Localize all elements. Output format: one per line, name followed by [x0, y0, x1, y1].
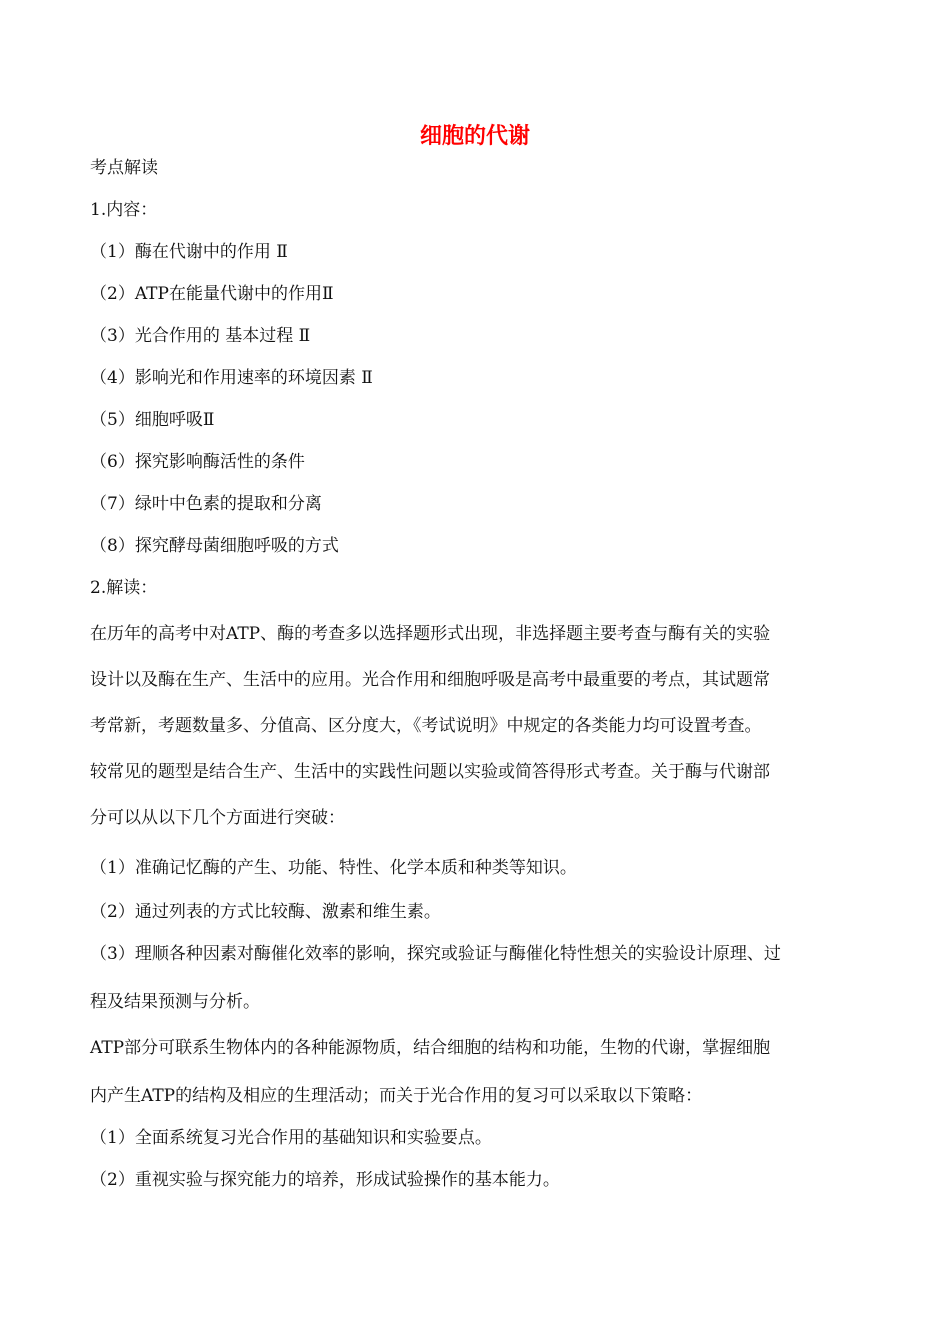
section-heading: 考点解读	[90, 158, 158, 178]
paragraph-line: 分可以从以下几个方面进行突破：	[90, 808, 345, 828]
content-item: （2）ATP在能量代谢中的作用Ⅱ	[90, 284, 334, 304]
paragraph-line: 考常新，考题数量多、分值高、区分度大，《考试说明》中规定的各类能力均可设置考查。	[90, 716, 762, 736]
enzyme-point: 程及结果预测与分析。	[90, 992, 260, 1012]
photosynthesis-point: （2）重视实验与探究能力的培养，形成试验操作的基本能力。	[90, 1170, 560, 1190]
interpretation-heading: 2.解读：	[90, 578, 158, 598]
paragraph-line: 在历年的高考中对ATP、酶的考查多以选择题形式出现，非选择题主要考查与酶有关的实验	[90, 624, 771, 644]
enzyme-point: （1）准确记忆酶的产生、功能、特性、化学本质和种类等知识。	[90, 858, 577, 878]
content-item: （4）影响光和作用速率的环境因素 Ⅱ	[90, 368, 373, 388]
content-item: （8）探究酵母菌细胞呼吸的方式	[90, 536, 339, 556]
content-heading: 1.内容：	[90, 200, 158, 220]
content-item: （5）细胞呼吸Ⅱ	[90, 410, 215, 430]
paragraph-line: 内产生ATP的结构及相应的生理活动；而关于光合作用的复习可以采取以下策略：	[90, 1086, 703, 1106]
content-item: （6）探究影响酶活性的条件	[90, 452, 305, 472]
paragraph-line: 设计以及酶在生产、生活中的应用。光合作用和细胞呼吸是高考中最重要的考点，其试题常	[90, 670, 770, 690]
photosynthesis-point: （1）全面系统复习光合作用的基础知识和实验要点。	[90, 1128, 492, 1148]
paragraph-line: 较常见的题型是结合生产、生活中的实践性问题以实验或简答得形式考查。关于酶与代谢部	[90, 762, 770, 782]
content-item: （1）酶在代谢中的作用 Ⅱ	[90, 242, 288, 262]
enzyme-point: （2）通过列表的方式比较酶、激素和维生素。	[90, 902, 441, 922]
document-title: 细胞的代谢	[419, 124, 530, 149]
paragraph-line: ATP部分可联系生物体内的各种能源物质，结合细胞的结构和功能，生物的代谢，掌握细胞	[90, 1038, 771, 1058]
enzyme-point: （3）理顺各种因素对酶催化效率的影响，探究或验证与酶催化特性想关的实验设计原理、过	[90, 944, 781, 964]
content-item: （7）绿叶中色素的提取和分离	[90, 494, 322, 514]
content-item: （3）光合作用的 基本过程 Ⅱ	[90, 326, 311, 346]
